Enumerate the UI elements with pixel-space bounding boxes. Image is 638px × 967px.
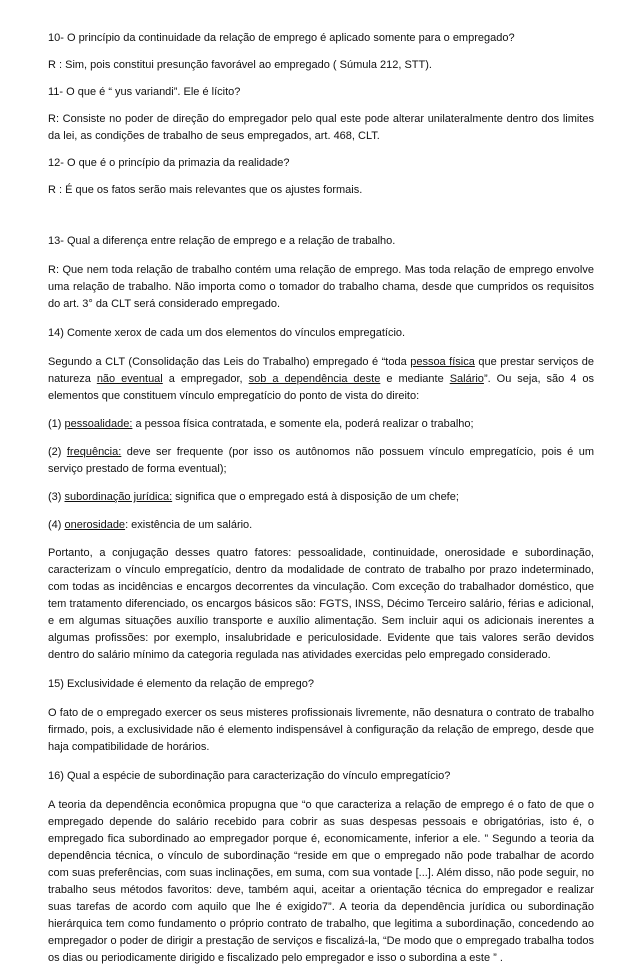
item-text: a pessoa física contratada, e somente ela, poderá realizar o trabalho; bbox=[132, 418, 474, 430]
answer-15: O fato de o empregado exercer os seus misteres profissionais livremente, não desnatura o contrato de trabalho firmado, pois, a exclusividade não é elemento indispensável à configuração da relação de emprego, desde que haja compatibilidade de horários. bbox=[48, 707, 594, 753]
item-number: (4) bbox=[48, 519, 65, 531]
question-16: 16) Qual a espécie de subordinação para caracterização do vínculo empregatício? bbox=[48, 770, 451, 782]
item-text: deve ser frequente (por isso os autônomos não possuem vínculo empregatício, pois é um serviço prestado de forma eventual); bbox=[48, 446, 595, 475]
answer-14 bbox=[48, 354, 594, 405]
item-number: (1) bbox=[48, 418, 65, 430]
element-item-1 bbox=[48, 416, 594, 433]
item-term: onerosidade bbox=[64, 519, 126, 531]
document-page bbox=[48, 30, 594, 967]
question-15: 15) Exclusividade é elemento da relação de emprego? bbox=[48, 678, 314, 690]
question-14: 14) Comente xerox de cada um dos elementos do vínculos empregatício. bbox=[48, 327, 406, 339]
term-salario: Salário bbox=[449, 373, 484, 385]
answer-14-text: e mediante bbox=[380, 373, 450, 385]
answer-11: R: Consiste no poder de direção do empregador pelo qual este pode alterar unilateralmente dentro dos limites da lei, as condições de trabalho de seus empregados, art. 468, CLT. bbox=[48, 113, 594, 142]
question-10: 10- O princípio da continuidade da relação de emprego é aplicado somente para o empregado? bbox=[48, 32, 515, 44]
term-pessoa-fisica: pessoa física bbox=[410, 356, 475, 368]
item-term: pessoalidade: bbox=[64, 418, 133, 430]
question-13: 13- Qual a diferença entre relação de emprego e a relação de trabalho. bbox=[48, 235, 396, 247]
paragraph-portanto: Portanto, a conjugação desses quatro fatores: pessoalidade, continuidade, onerosidade e subordinação, caracterizam o vínculo empregatício, dentro da modalidade de contrato de trabalho por prazo indeterminado, com todas as incidências e encargos decorrentes da vinculação. Com exceção do trabalhador doméstico, que tem tratamento diferenciado, os encargos básicos são: FGTS, INSS, Décimo Terceiro salário, férias e adicional, e em algumas situações auxílio transporte e auxílio alimentação. Sem incluir aqui os adicionais inerentes a algumas profissões: por exemplo, insalubridade e periculosidade. Evidente que tais valores serão devidos dentro do salário mínimo da categoria regulada nas atividades exercidas pelo empregado considerado. bbox=[48, 547, 594, 661]
item-term: frequência: bbox=[66, 446, 122, 458]
item-number: (3) bbox=[48, 491, 65, 503]
item-text: significa que o empregado está à disposição de um chefe; bbox=[172, 491, 459, 503]
term-nao-eventual: não eventual bbox=[96, 373, 163, 385]
item-text: : existência de um salário. bbox=[125, 519, 253, 531]
element-item-4 bbox=[48, 517, 594, 534]
answer-12: R : É que os fatos serão mais relevantes que os ajustes formais. bbox=[48, 184, 363, 196]
question-12: 12- O que é o princípio da primazia da realidade? bbox=[48, 157, 290, 169]
element-item-2 bbox=[48, 444, 594, 478]
answer-16: A teoria da dependência econômica propugna que “o que caracteriza a relação de emprego é o fato de que o empregado depende do salário recebido para cobrir as suas despesas pessoais e obrigatórias, isto é, o empregado fica subordinado ao empregador porque é, economicamente, inferior a ele. ” Segundo a teoria da dependência técnica, o vínculo de subordinação “reside em que o empregado não pode trabalhar de acordo com suas preferências, com suas inclinações, em suma, com sua vontade [...]. Além disso, não pode seguir, no trabalho seus métodos favoritos: deve, também aqui, aceitar a orientação técnica do empregador e realizar suas tarefas de acordo com aquilo que lhe é exigido7”. A teoria da dependência jurídica ou subordinação hierárquica tem como fundamento o próprio contrato de trabalho, que legitima a subordinação, concedendo ao empregador o poder de dirigir a prestação de serviços e fiscalizá-la, “De modo que o empregado trabalha todos os dias ou periodicamente dirigido e fiscalizado pelo empregador e isso o subordina a este ” . bbox=[48, 799, 594, 964]
answer-14-text: ”. Ou seja, são 4 os elementos que constituem vínculo empregatício do ponto de vista do direito: bbox=[48, 373, 594, 402]
item-term: subordinação jurídica: bbox=[64, 491, 173, 503]
answer-14-text: que prestar serviços de natureza bbox=[48, 356, 595, 385]
item-number: (2) bbox=[48, 446, 67, 458]
question-11: 11- O que é “ yus variandi”. Ele é lícito? bbox=[48, 86, 241, 98]
answer-10: R : Sim, pois constitui presunção favorável ao empregado ( Súmula 212, STT). bbox=[48, 59, 432, 71]
element-item-3 bbox=[48, 489, 594, 506]
answer-14-text: Segundo a CLT (Consolidação das Leis do Trabalho) empregado é “toda bbox=[48, 356, 411, 368]
term-sob-dependencia: sob a dependência deste bbox=[248, 373, 381, 385]
answer-13: R: Que nem toda relação de trabalho contém uma relação de emprego. Mas toda relação de emprego envolve uma relação de trabalho. Não importa como o tomador do trabalho chama, desde que cumpridos os requisitos do art. 3° da CLT será considerado empregado. bbox=[48, 264, 594, 310]
answer-14-text: a empregador, bbox=[162, 373, 249, 385]
